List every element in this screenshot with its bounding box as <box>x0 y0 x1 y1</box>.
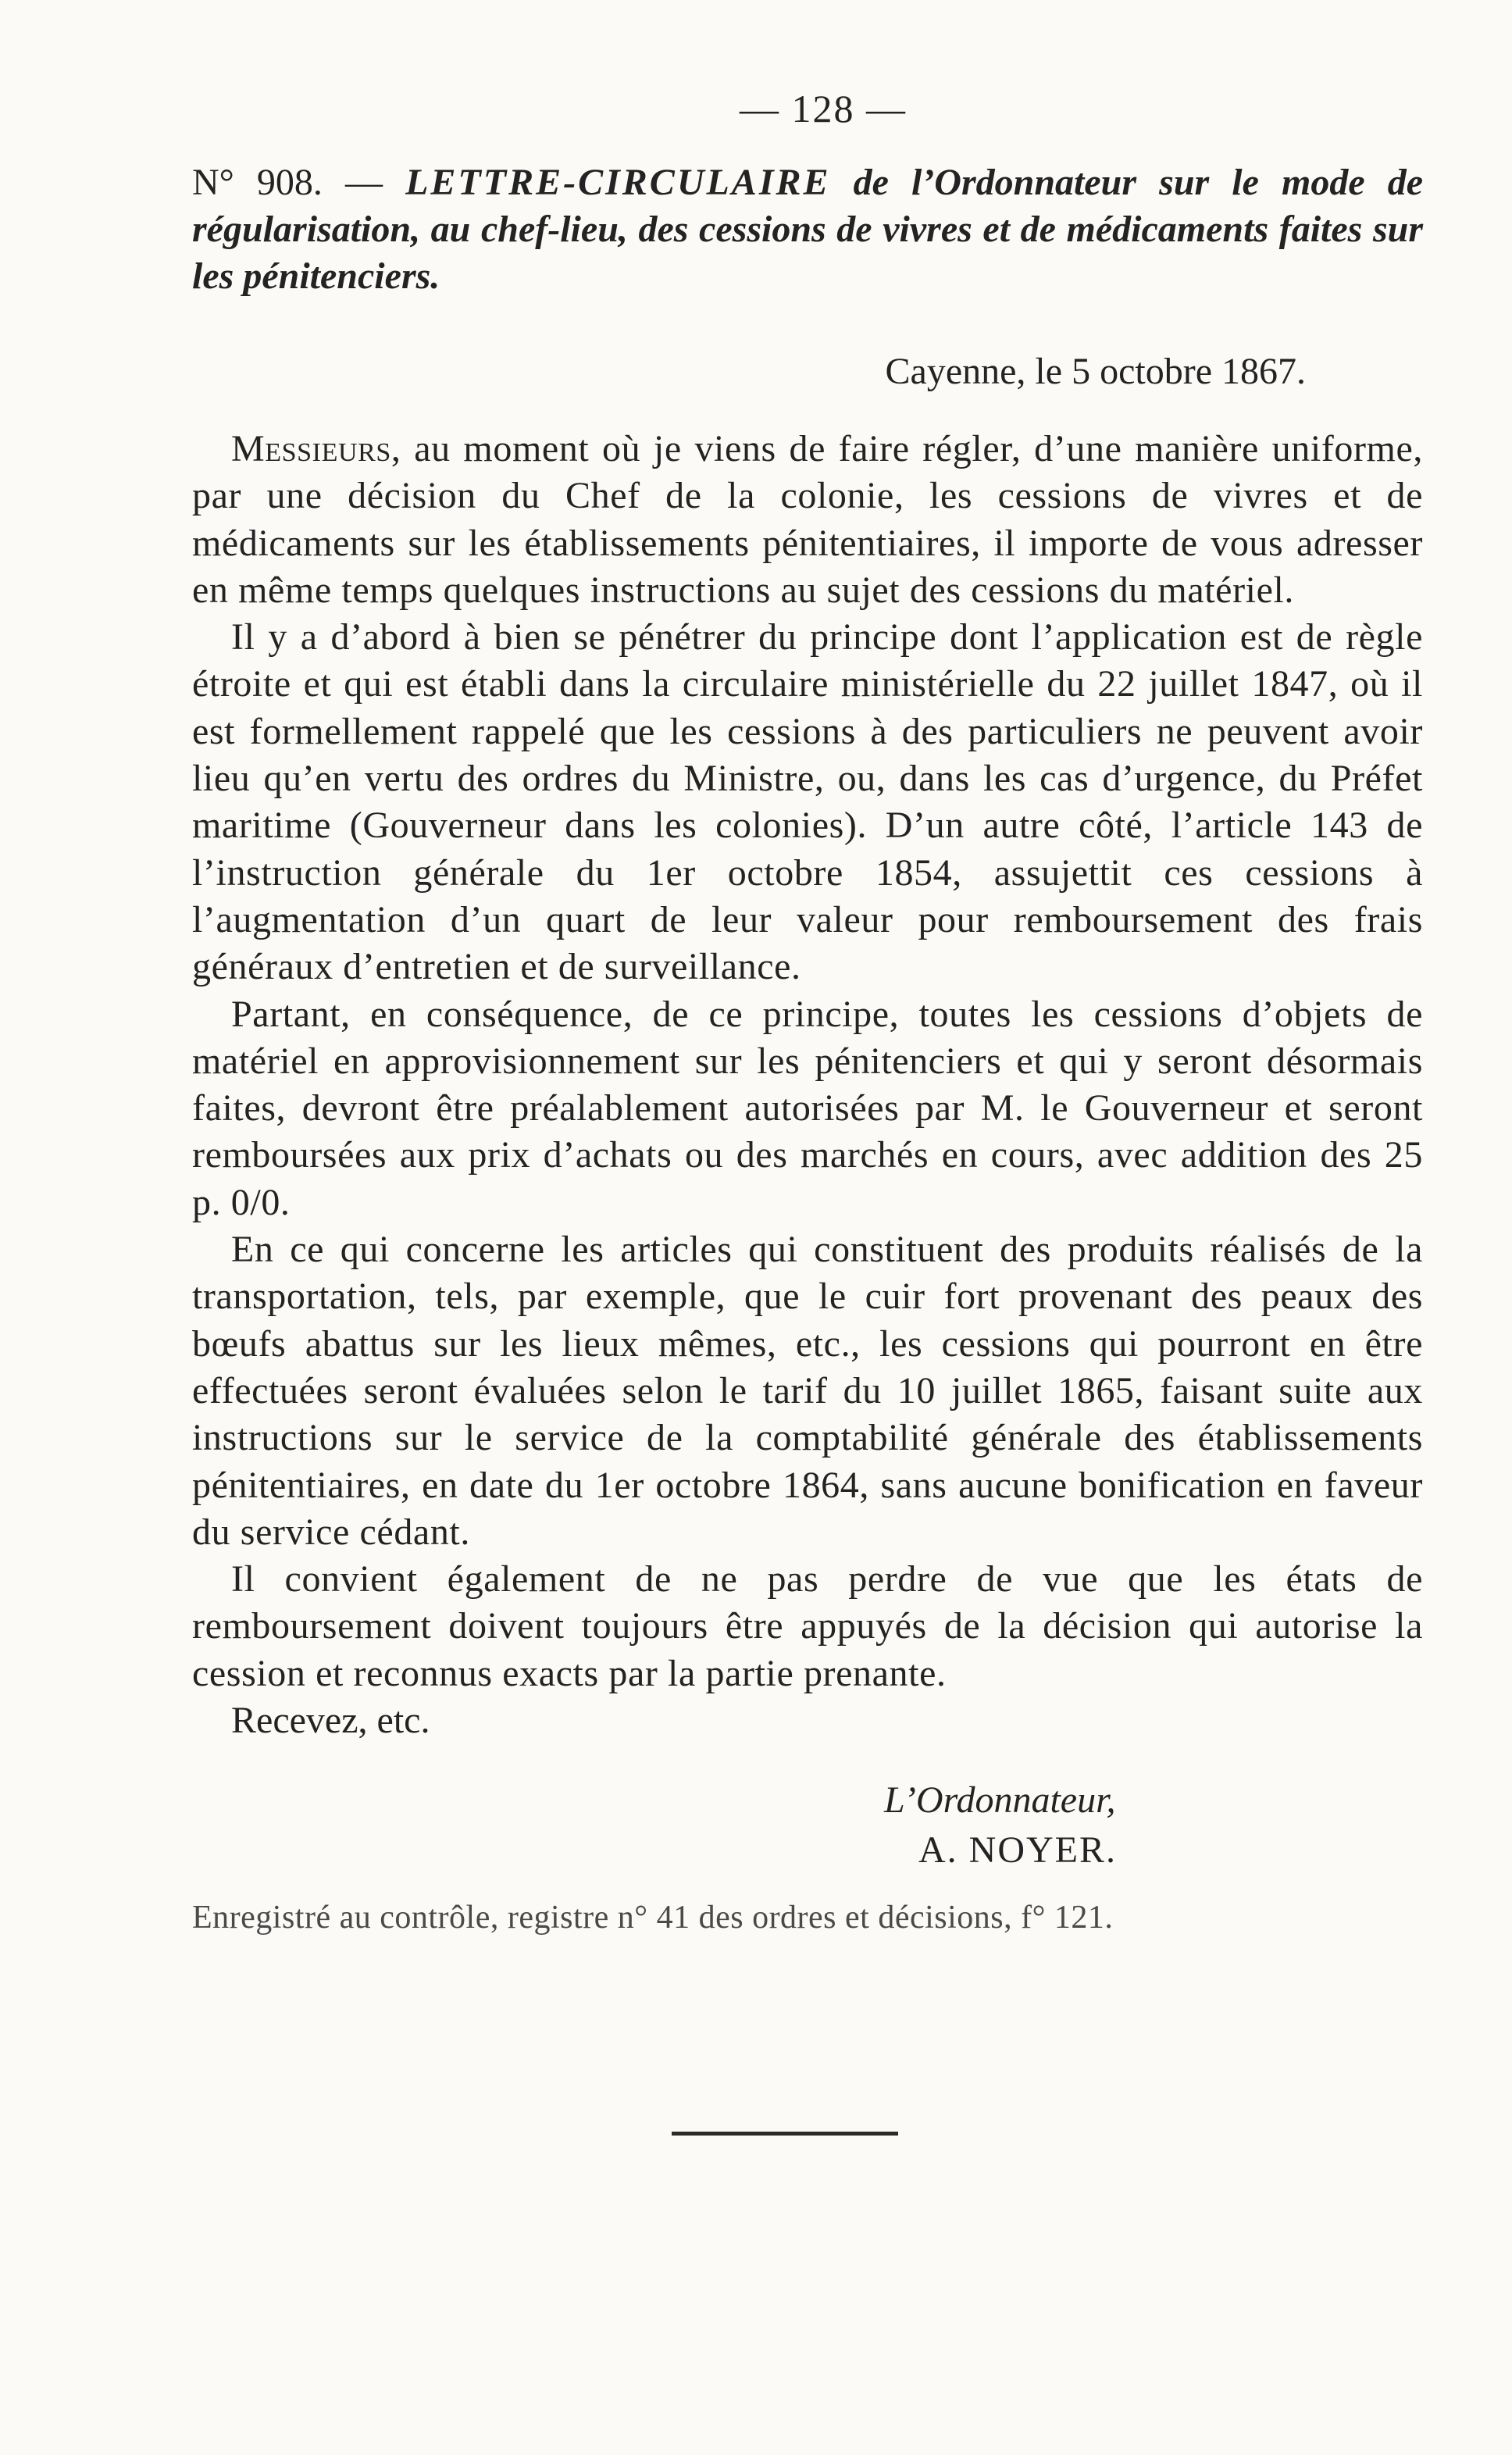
paragraph-2: Il y a d’abord à bien se pénétrer du principe dont l’application est de règle étroite et qui est établi dans la circulaire ministérielle du 22 juillet 1847, où il est formellement rappelé que les cessions à des particuliers ne peuvent avoir lieu qu’en vertu des ordres du Ministre, ou, dans les cas d’urgence, du Préfet maritime (Gouverneur dans les colonies). D’un autre côté, l’article 143 de l’instruction générale du 1er octobre 1854, assujettit ces cessions à l’augmentation d’un quart de leur valeur pour remboursement des frais généraux d’entretien et de surveillance. <box>192 616 1423 988</box>
paragraph-1-text: au moment où je viens de faire régler, d’une manière uniforme, par une décision du Chef de la colonie, les cessions de vivres et de médicaments sur les établissements pénitentiaires, il importe de vous adresser en même temps quelques instructions au sujet des cessions du matériel. <box>192 428 1423 611</box>
paragraph-4: En ce qui concerne les articles qui constituent des produits réalisés de la transportation, tels, par exemple, que le cuir fort provenant des peaux des bœufs abattus sur les lieux mêmes, etc., les cessions qui pourront en être effectuées seront évaluées selon le tarif du 10 juillet 1865, faisant suite aux instructions sur le service de la comptabilité générale des établissements pénitentiaires, en date du 1er octobre 1864, sans aucune bonification en faveur du service cédant. <box>192 1229 1423 1553</box>
signature-name: A. NOYER. <box>918 1829 1117 1872</box>
document-title: LETTRE-CIRCULAIRE <box>405 162 831 203</box>
document-subject: de l’Ordonnateur sur le mode de régularisation, au chef-lieu, des cessions de vivres et de médicaments faites sur les pénitenciers. <box>192 162 1424 297</box>
signature-block <box>884 1775 1423 1875</box>
closing-formula: Recevez, etc. <box>231 1700 430 1742</box>
paragraph-5: Il convient également de ne pas perdre de vue que les états de remboursement doivent toujours être appuyés de la décision qui autorise la cession et reconnus exacts par la partie prenante. <box>192 1558 1423 1694</box>
signature-title: L’Ordonnateur, <box>884 1779 1116 1822</box>
page-number: — 128 — <box>740 87 907 130</box>
paragraph-1 <box>192 426 1423 614</box>
dateline: Cayenne, le 5 octobre 1867. <box>885 351 1306 392</box>
document-heading <box>192 159 1423 300</box>
salutation: Messieurs, <box>231 428 401 469</box>
document-number: N° 908. — <box>192 162 406 203</box>
section-divider <box>672 2132 898 2136</box>
registration-note: Enregistré au contrôle, registre n° 41 des ordres et décisions, f° 121. <box>192 1900 1114 1936</box>
paragraph-3: Partant, en conséquence, de ce principe, toutes les cessions d’objets de matériel en approvisionnement sur les pénitenciers et qui y seront désormais faites, devront être préalablement autorisées par M. le Gouverneur et seront remboursées aux prix d’achats ou des marchés en cours, avec addition des 25 p. 0/0. <box>192 993 1423 1223</box>
document-page <box>192 86 1423 1936</box>
